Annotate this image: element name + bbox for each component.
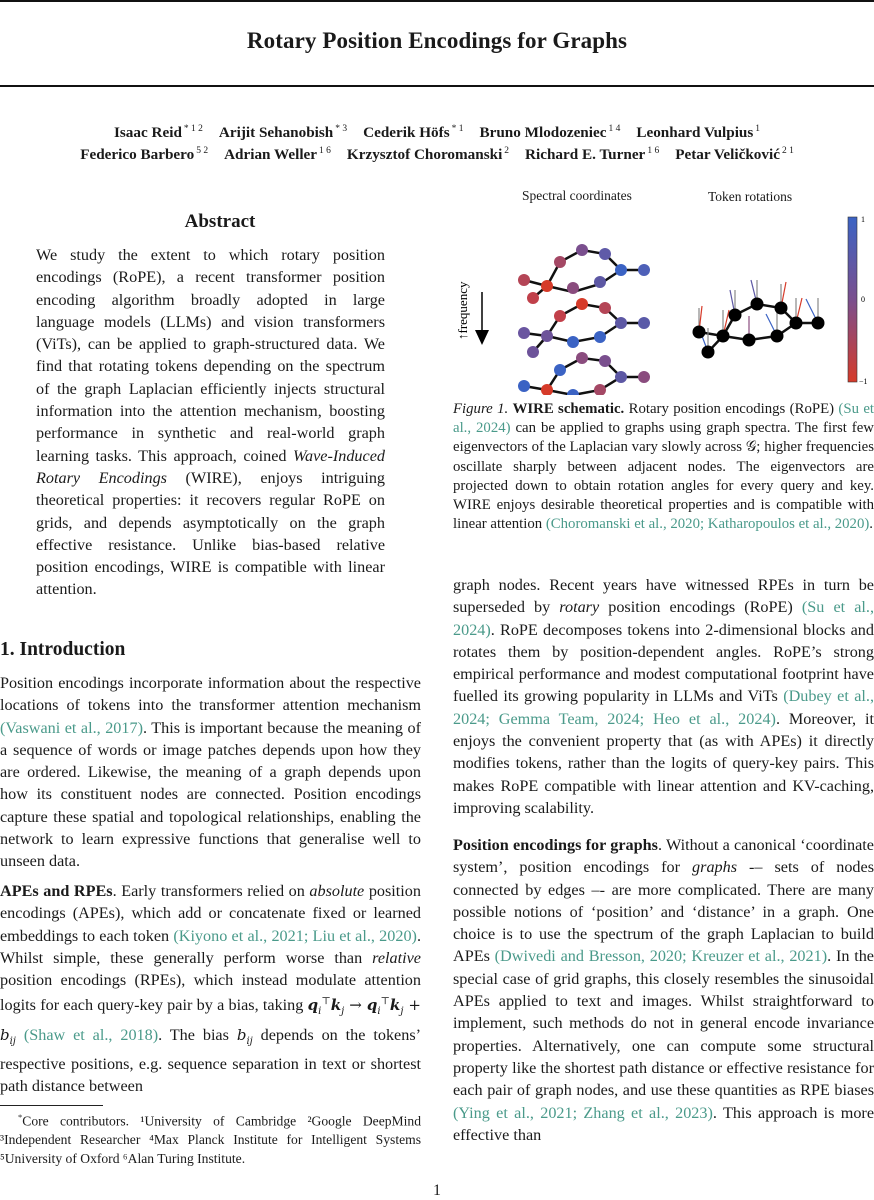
section-heading-introduction: 1. Introduction: [0, 639, 126, 660]
author-name: [675, 146, 794, 163]
citation-vaswani[interactable]: (Vaswani et al., 2017): [0, 718, 143, 737]
author-affiliation: 1 6: [319, 146, 331, 156]
author-name: [114, 124, 203, 141]
text: . Without a canonical ‘coordinate system’, position encodings for: [453, 836, 874, 877]
affiliations-footnote: [0, 1108, 421, 1168]
page-number: 1: [433, 1182, 441, 1199]
author-name-text: Petar Veličković: [675, 146, 780, 164]
author-list-row-2: [0, 146, 874, 164]
citation-dubey-gemma-heo[interactable]: (Dubey et al., 2024; Gemma Team, 2024; Heo et al., 2024): [453, 687, 874, 728]
text: . Whilst simple, these generally perform worse than: [0, 926, 421, 967]
token-rotations-graph: [693, 280, 825, 359]
text: . Moreover, it enjoys the convenient property that (as with APEs) it directly modifies tokens, rather than the logits of query-key pairs. This makes RoPE compatible with linear attention and KV-caching, improving scalability.: [453, 709, 874, 817]
abstract-heading: Abstract: [184, 211, 256, 232]
figure-1-caption: [453, 400, 874, 534]
text: position encodings (APEs), which add or concatenate fixed or learned embeddings to each token: [0, 882, 421, 945]
citation-kiyono-liu[interactable]: (Kiyono et al., 2021; Liu et al., 2020): [173, 926, 417, 945]
text: . RoPE decomposes tokens into 2-dimensional blocks and rotates them by position-dependent angles. RoPE’s strong empirical performance and modest computational footprint have fuelled its growing popularity in LLMs and ViTs: [453, 620, 874, 706]
text: can be applied to graphs using graph spectra. The first few eigenvectors of the Laplacian vary slowly across 𝒢; higher frequencies oscillate sharply between adjacent nodes. The eigenvectors are projected down to obtain rotation angles for every query and key. WIRE enjoys desirable theoretical properties and is compatible with linear attention: [453, 420, 874, 533]
svg-text:1: 1: [861, 215, 865, 224]
author-affiliation: * 1: [451, 124, 464, 134]
text: . This is important because the meaning of a sequence of words or image patches depends upon how they are ordered. Likewise, the meaning of a graph depends upon how its constituent nodes are connected. Position encodings capture these spatial and topological relationships, enabling the network to learn expressive functions that generalise well to unseen data.: [0, 718, 421, 871]
frequency-arrow-icon: [455, 281, 489, 345]
figure-number: Figure 1.: [453, 401, 509, 417]
citation-dwivedi-kreuzer[interactable]: (Dwivedi and Bresson, 2020; Kreuzer et al., 2021): [494, 947, 828, 966]
author-name-text: Federico Barbero: [80, 146, 195, 164]
author-affiliation: * 3: [335, 124, 348, 134]
author-affiliation: 1: [755, 124, 761, 134]
author-affiliation: * 1 2: [183, 124, 203, 134]
author-affiliation: 1 6: [647, 146, 660, 156]
abstract-body: [36, 244, 385, 601]
figure-label-token-rotations: Token rotations: [708, 189, 793, 204]
text: . Early transformers relied on: [112, 882, 310, 900]
author-name: [219, 124, 347, 141]
footnote-marker: *: [18, 1112, 23, 1122]
paragraph-heading: APEs and RPEs: [0, 882, 113, 900]
text: . In the special case of grid graphs, this closely resembles the sinusoidal APEs applied to text and images. Whilst straightforward to implement, such methods do not in general encode invariance properties. Alternatively, one can compute some structural property like the shortest path distance or effective resistance for each pair of graph nodes, and use these quantities as RPE biases: [453, 947, 874, 1100]
svg-text:0: 0: [861, 295, 865, 304]
footnote-rule: [0, 1105, 103, 1106]
text: . This approach is more effective than: [453, 1103, 874, 1144]
text: depends on the tokens’ respective positions, e.g. sequence separation in text or shortest path distance between: [0, 1025, 422, 1096]
citation-su[interactable]: (Su et al., 2024): [453, 401, 874, 437]
equation-bias: $q_i^⊤k_j \to q_i^⊤k_j + b_{ij}$: [0, 996, 421, 1047]
footnote-text: Core contributors. ¹University of Cambridge ²Google DeepMind ³Independent Researcher ⁴Max Planck Institute for Intelligent Systems ⁵University of Oxford ⁶Alan Turing Institute.: [0, 1113, 421, 1166]
abstract-text: We study the extent to which rotary position encodings (RoPE), a recent transformer position encoding algorithm broadly adopted in large language models (LLMs) and vision transformers (ViTs), can be applied to graph-structured data. We find that rotating tokens depending on the spectrum of the graph Laplacian efficiently injects structural information into the attention mechanism, boosting performance in synthetic and real-world graph learning tasks. This approach, coined: [36, 246, 385, 465]
spectral-graph-mid-frequency: [524, 304, 644, 352]
author-name: [347, 146, 509, 163]
author-name: [479, 124, 620, 141]
figure-title: WIRE schematic.: [512, 401, 625, 417]
citation-ying-zhang[interactable]: (Ying et al., 2021; Zhang et al., 2023): [453, 1103, 713, 1122]
citation-choromanski-katharopoulos[interactable]: (Choromanski et al., 2020; Katharopoulos et al., 2020): [545, 516, 870, 533]
text: Position encodings incorporate information about the respective locations of tokens into the transformer attention mechanism: [0, 674, 421, 715]
top-rule: [0, 0, 874, 2]
text: graphs: [692, 858, 738, 877]
author-name-text: Arijit Sehanobish: [218, 124, 334, 142]
svg-text:↑frequency: ↑frequency: [455, 281, 470, 340]
colorbar: [848, 215, 868, 386]
intro-paragraph-apes-rpes: [0, 880, 421, 1098]
text: .: [869, 516, 873, 533]
author-affiliation: 2 1: [781, 146, 794, 156]
author-name-text: Richard E. Turner: [525, 146, 646, 164]
paper-title: Rotary Position Encodings for Graphs: [246, 28, 628, 53]
author-name: [636, 124, 760, 141]
spectral-graph-low-frequency: [524, 250, 644, 298]
citation-su[interactable]: (Su et al., 2024): [453, 598, 874, 639]
intro-paragraph-rope: [453, 574, 874, 819]
author-name-text: Krzysztof Choromanski: [346, 146, 503, 164]
text: -– sets of nodes connected by edges –- are more complicated. There are many possible notions of ‘position’ and ‘distance’ in a graph. One choice is to use the spectrum of the graph Laplacian to build APEs: [453, 858, 874, 966]
figure-1-schematic: [440, 200, 874, 395]
text: relative: [372, 948, 421, 967]
author-name-text: Cederik Höfs: [363, 124, 450, 142]
author-name: [224, 146, 331, 163]
author-affiliation: 1 4: [608, 124, 621, 134]
text: position encodings (RoPE): [599, 598, 802, 617]
text: graph nodes. Recent years have witnessed RPEs in turn be superseded by: [453, 576, 874, 617]
author-affiliation: 5 2: [196, 146, 209, 156]
paragraph-heading: Position encodings for graphs: [453, 836, 658, 854]
author-name-text: Adrian Weller: [224, 146, 318, 164]
author-name: [525, 146, 659, 163]
text: position encodings (RPEs), which instead modulate attention logits for each query-key pair by a bias, taking: [0, 971, 421, 1015]
abstract-text: (WIRE), enjoys intriguing theoretical properties: it recovers regular RoPE on grids, and depends asymptotically on the graph effective resistance. Unlike bias-based relative position encodings, WIRE is compatible with linear attention.: [36, 468, 386, 599]
intro-paragraph-graph-pe: [453, 834, 874, 1146]
citation-shaw[interactable]: (Shaw et al., 2018): [23, 1025, 159, 1044]
symbol-bij: $b_{ij}$: [236, 1025, 253, 1047]
author-affiliation: 2: [504, 146, 510, 156]
title-rule: [0, 85, 874, 87]
wire-name: Wave-Induced Rotary Encodings: [36, 446, 385, 487]
text: Rotary position encodings (RoPE): [624, 401, 839, 417]
author-name: [80, 146, 208, 163]
text: . The bias: [158, 1025, 237, 1044]
text: absolute: [309, 882, 365, 900]
intro-paragraph-1: [0, 672, 421, 873]
author-list-row-1: [0, 124, 874, 142]
author-name: [363, 124, 463, 141]
author-name-text: Bruno Mlodozeniec: [479, 124, 607, 142]
figure-label-spectral: Spectral coordinates: [522, 188, 632, 203]
author-name-text: Leonhard Vulpius: [636, 124, 754, 142]
text: rotary: [559, 598, 600, 617]
author-name-text: Isaac Reid: [113, 124, 182, 142]
svg-text:−1: −1: [859, 377, 868, 386]
